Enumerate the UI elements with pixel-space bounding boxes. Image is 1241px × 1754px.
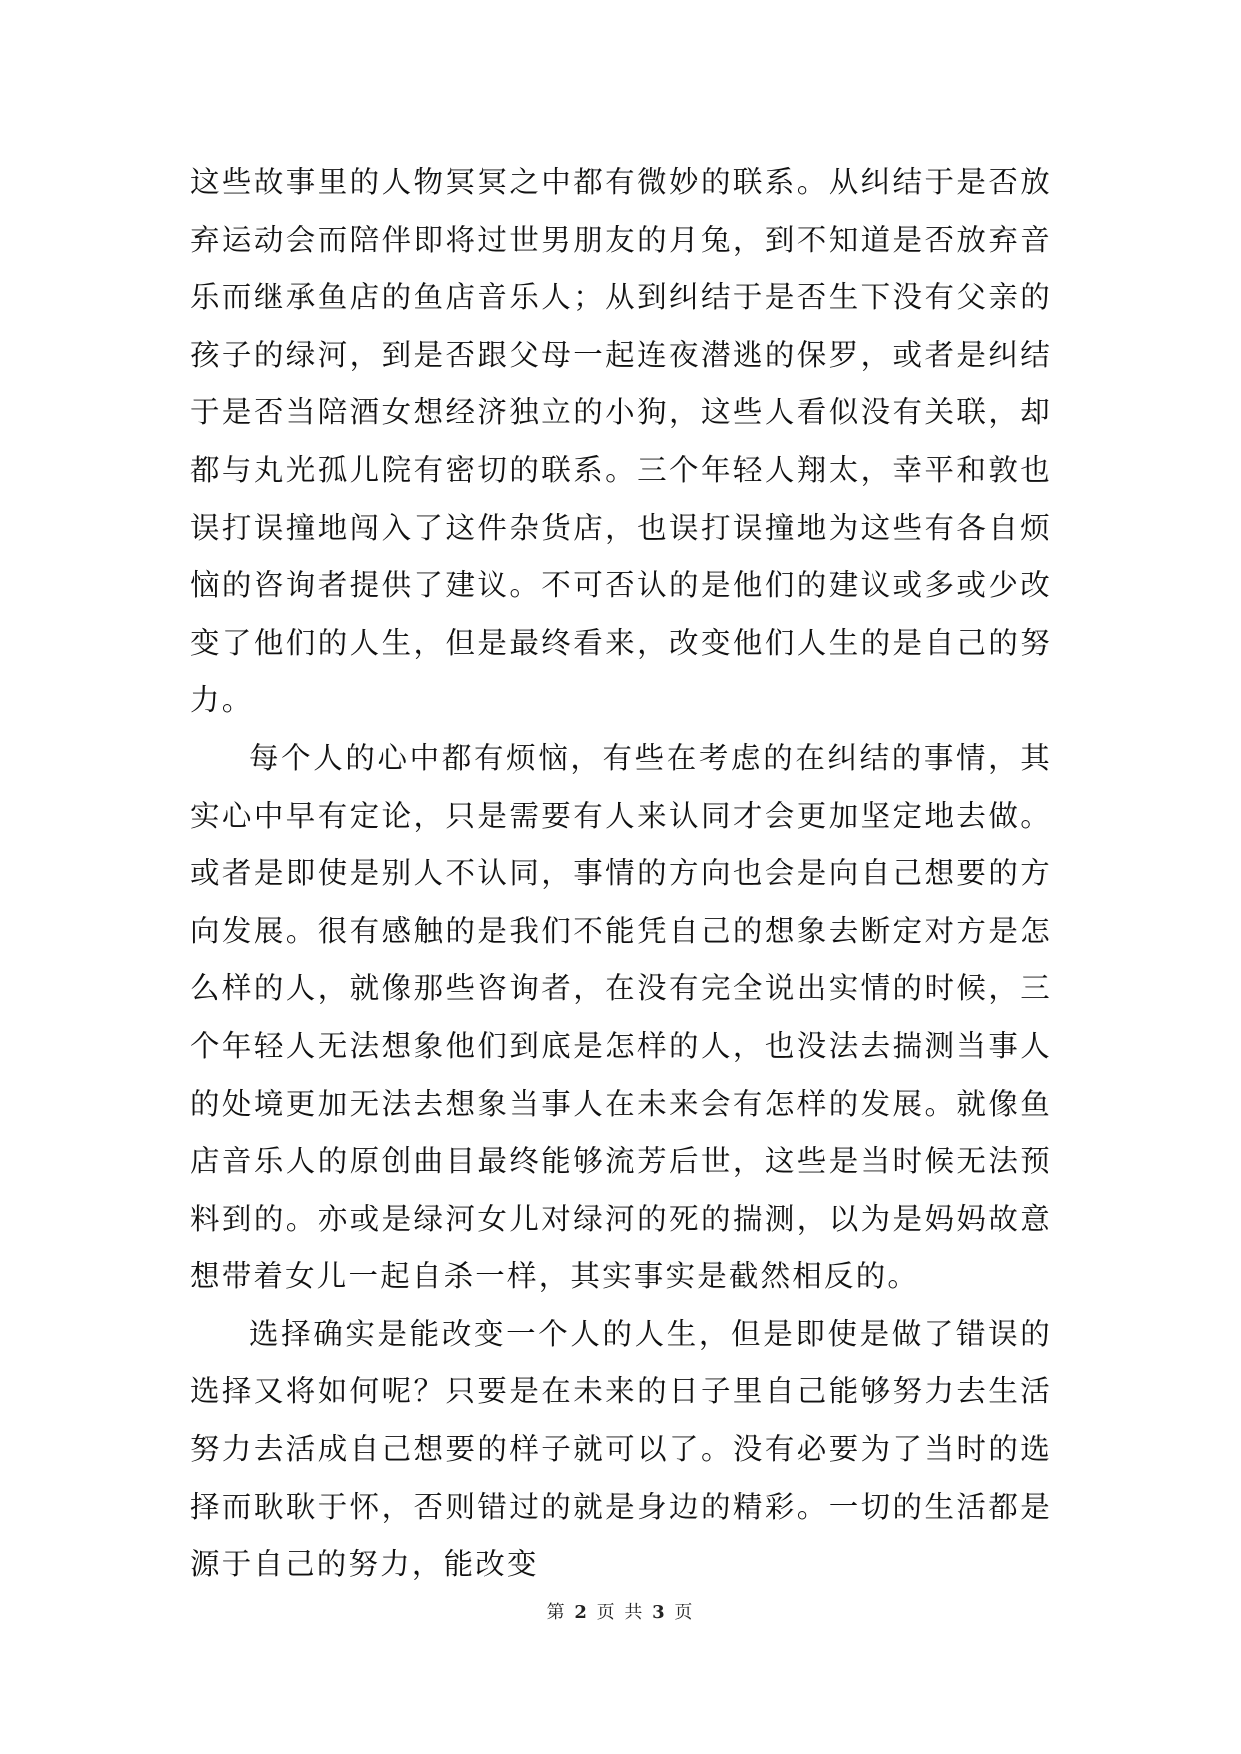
paragraph-3: 选择确实是能改变一个人的人生，但是即使是做了错误的选择又将如何呢？只要是在未来的日子里自己能够努力去生活努力去活成自己想要的样子就可以了。没有必要为了当时的选择而耿耿于怀，否则错过的就是身边的精彩。一切的生活都是源于自己的努力，能改变 bbox=[190, 1316, 1052, 1582]
footer-middle: 页 共 bbox=[596, 1602, 645, 1623]
page-footer bbox=[0, 1598, 1241, 1624]
paragraph-1: 这些故事里的人物冥冥之中都有微妙的联系。从纠结于是否放弃运动会而陪伴即将过世男朋友的月兔，到不知道是否放弃音乐而继承鱼店的鱼店音乐人；从到纠结于是否生下没有父亲的孩子的绿河，到是否跟父母一起连夜潜逃的保罗，或者是纠结于是否当陪酒女想经济独立的小狗，这些人看似没有关联，却都与丸光孤儿院有密切的联系。三个年轻人翔太，幸平和敦也误打误撞地闯入了这件杂货店，也误打误撞地为这些有各自烦恼的咨询者提供了建议。不可否认的是他们的建议或多或少改变了他们的人生，但是最终看来，改变他们人生的是自己的努力。 bbox=[190, 165, 1052, 718]
paragraph-2: 每个人的心中都有烦恼，有些在考虑的在纠结的事情，其实心中早有定论，只是需要有人来认同才会更加坚定地去做。或者是即使是别人不认同，事情的方向也会是向自己想要的方向发展。很有感触的是我们不能凭自己的想象去断定对方是怎么样的人，就像那些咨询者，在没有完全说出实情的时候，三个年轻人无法想象他们到底是怎样的人，也没法去揣测当事人的处境更加无法去想象当事人在未来会有怎样的发展。就像鱼店音乐人的原创曲目最终能够流芳后世，这些是当时候无法预料到的。亦或是绿河女儿对绿河的死的揣测，以为是妈妈故意想带着女儿一起自杀一样，其实事实是截然相反的。 bbox=[190, 740, 1052, 1294]
footer-suffix: 页 bbox=[674, 1602, 695, 1623]
total-pages-number: 3 bbox=[652, 1602, 667, 1623]
body-text bbox=[190, 154, 1052, 1594]
current-page-number: 2 bbox=[574, 1602, 589, 1623]
footer-prefix: 第 bbox=[546, 1602, 567, 1623]
